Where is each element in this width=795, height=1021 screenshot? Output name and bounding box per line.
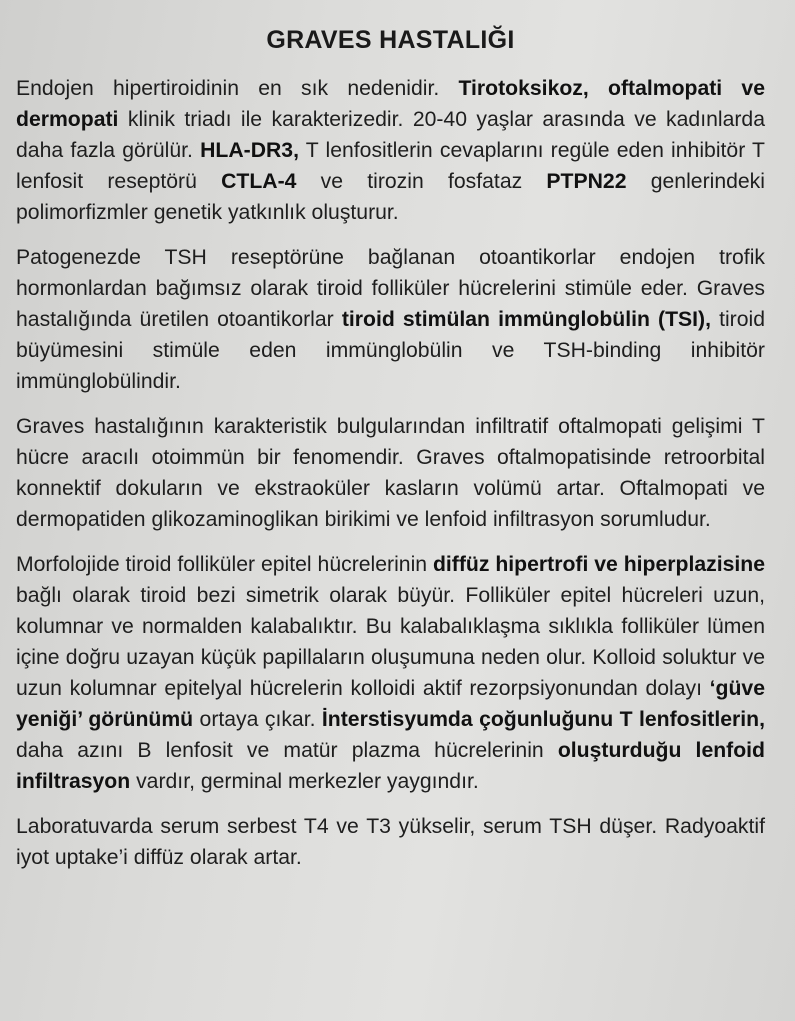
paragraph-pathogenesis: Patogenezde TSH reseptörüne bağlanan otoantikorlar endojen trofik hormonlardan bağımsız olarak tiroid folliküler hücrelerini stimüle eder. Graves hastalığında üretilen otoantikorlar tiroid stimülan immünglobülin (TSI), tiroid büyümesini stimüle eden immünglobülin ve TSH-binding inhibitör immünglobülindir.	[16, 246, 766, 393]
page-title: GRAVES HASTALIĞI	[266, 26, 515, 54]
paragraph-laboratory: Laboratuvarda serum serbest T4 ve T3 yükselir, serum TSH düşer. Radyoaktif iyot uptake’i diffüz olarak artar.	[16, 815, 765, 869]
paragraph-definition: Endojen hipertiroidinin en sık nedenidir. Tirotoksikoz, oftalmopati ve dermopati klinik triadı ile karakterizedir. 20-40 yaşlar arasında ve kadınlarda daha fazla görülür. HLA-DR3, T lenfositlerin cevaplarını regüle eden inhibitör T lenfosit reseptörü CTLA-4 ve tirozin fosfataz PTPN22 genlerindeki polimorfizmler genetik yatkınlık oluşturur.	[16, 77, 765, 224]
paragraph-ophthalmopathy: Graves hastalığının karakteristik bulgularından infiltratif oftalmopati gelişimi T hücre aracılı otoimmün bir fenomendir. Graves oftalmopatisinde retroorbital konnektif dokuların ve ekstraoküler kasların volümü artar. Oftalmopati ve dermopatiden glikozaminoglikan birikimi ve lenfoid infiltrasyon sorumludur.	[16, 415, 765, 531]
paragraph-morphology: Morfolojide tiroid folliküler epitel hücrelerinin diffüz hipertrofi ve hiperplazisine bağlı olarak tiroid bezi simetrik olarak büyür. Folliküler epitel hücreleri uzun, kolumnar ve normalden kalabalıktır. Bu kalabalıklaşma sıklıkla folliküler lümen içine doğru uzayan küçük papillaların oluşumuna neden olur. Kolloid soluktur ve uzun kolumnar epitelyal hücrelerin kolloidi aktif rezorpsiyonundan dolayı ‘güve yeniği’ görünümü ortaya çıkar. İnterstisyumda çoğunluğunu T lenfositlerin, daha azını B lenfosit ve matür plazma hücrelerinin oluşturduğu lenfoid infiltrasyon vardır, germinal merkezler yaygındır.	[16, 553, 765, 793]
